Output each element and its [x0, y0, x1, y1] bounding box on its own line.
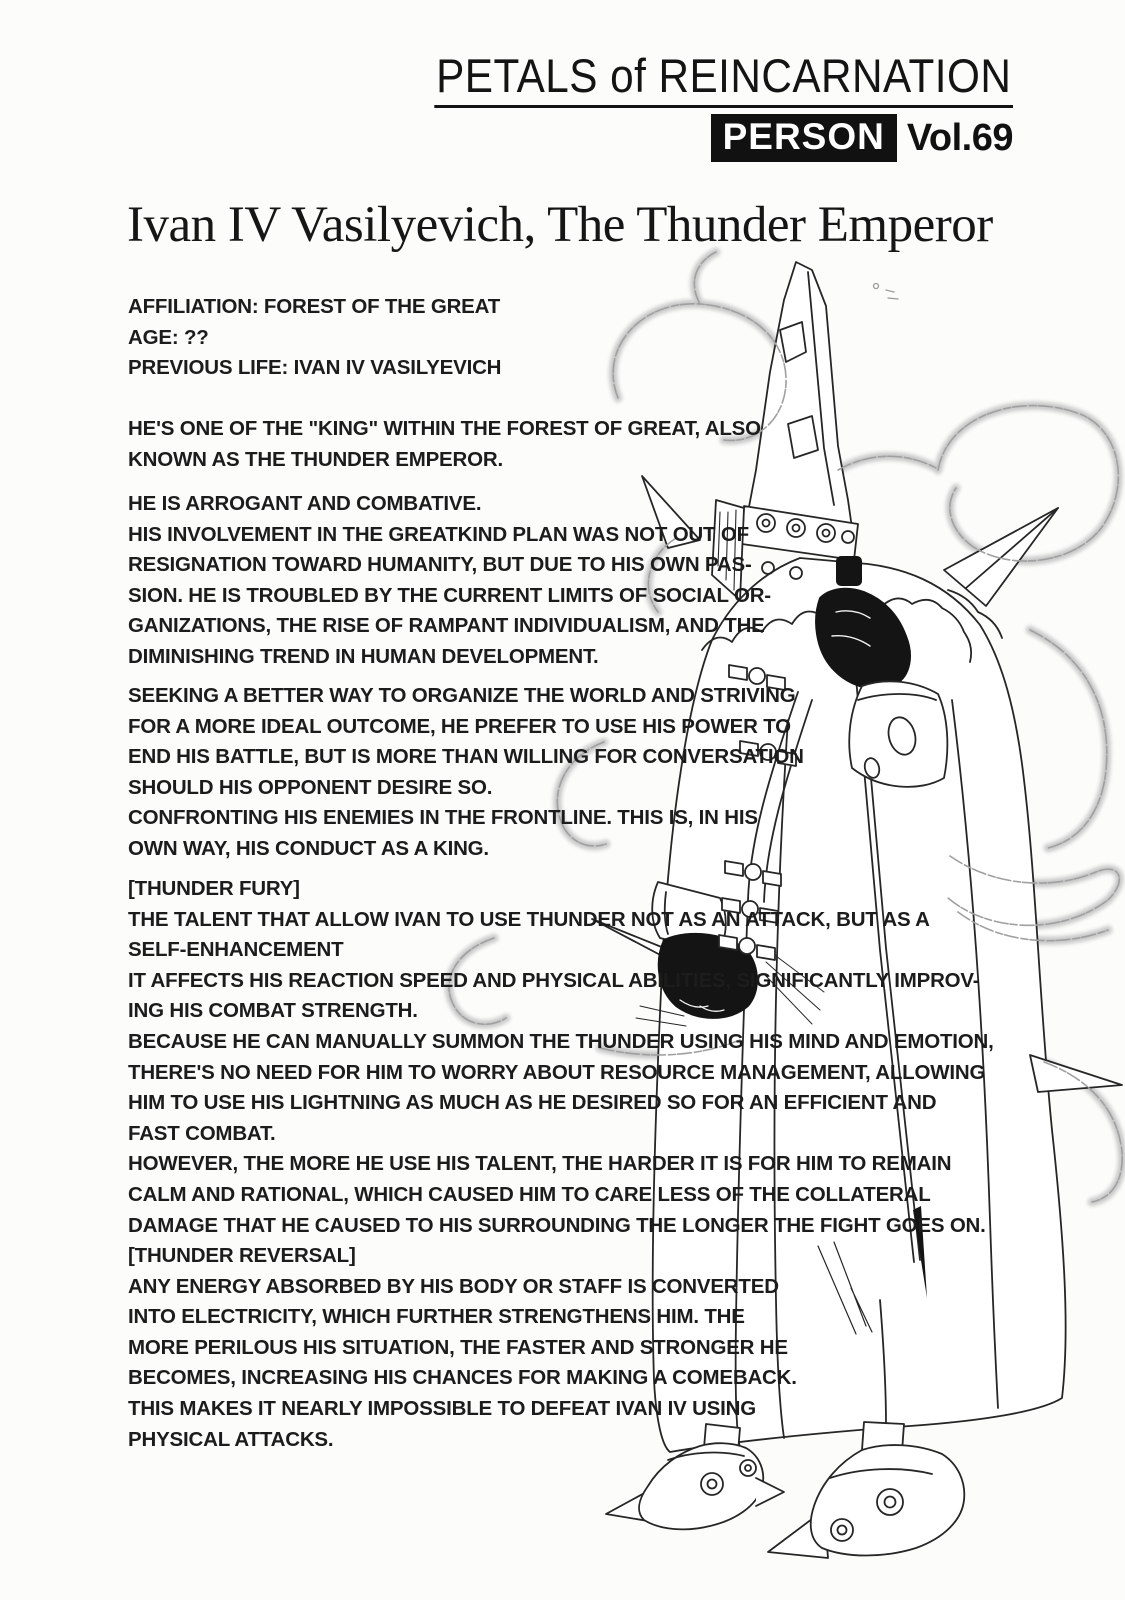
header-badge-row [370, 114, 1013, 162]
text-line: MORE PERILOUS HIS SITUATION, THE FASTER AND STRONGER HE [128, 1335, 788, 1359]
text-line: BECAUSE HE CAN MANUALLY SUMMON THE THUNDER USING HIS MIND AND EMOTION, [128, 1029, 994, 1053]
text-line: AGE: ?? [128, 325, 209, 349]
text-line: ANY ENERGY ABSORBED BY HIS BODY OR STAFF IS CONVERTED [128, 1274, 779, 1298]
text-line: THIS MAKES IT NEARLY IMPOSSIBLE TO DEFEAT IVAN IV USING [128, 1396, 756, 1420]
text-line: HE IS ARROGANT AND COMBATIVE. [128, 492, 482, 515]
series-title: PETALS of REINCARNATION [434, 52, 1013, 108]
text-line: HIS INVOLVEMENT IN THE GREATKIND PLAN WAS NOT OUT OF [128, 522, 749, 546]
text-line: END HIS BATTLE, BUT IS MORE THAN WILLING FOR CONVERSATION [128, 745, 804, 769]
text-line: HIM TO USE HIS LIGHTNING AS MUCH AS HE DESIRED SO FOR AN EFFICIENT AND [128, 1091, 937, 1115]
text-line: THE TALENT THAT ALLOW IVAN TO USE THUNDER NOT AS AN ATTACK, BUT AS A [128, 907, 930, 931]
volume-label: Vol.69 [906, 117, 1013, 159]
text-line: DIMINISHING TREND IN HUMAN DEVELOPMENT. [128, 644, 599, 668]
conduct-section [128, 681, 804, 865]
text-line: SHOULD HIS OPPONENT DESIRE SO. [128, 775, 493, 799]
text-line: [THUNDER REVERSAL] [128, 1244, 356, 1267]
personality-section [128, 489, 771, 673]
text-line: OWN WAY, HIS CONDUCT AS A KING. [128, 836, 489, 860]
text-line: BECOMES, INCREASING HIS CHANCES FOR MAKING A COMEBACK. [128, 1366, 797, 1390]
text-line: IT AFFECTS HIS REACTION SPEED AND PHYSICAL ABILITIES, SIGNIFICANTLY IMPROV- [128, 968, 980, 992]
page-header [370, 49, 1013, 162]
text-line: INTO ELECTRICITY, WHICH FURTHER STRENGTHENS HIM. THE [128, 1305, 745, 1329]
text-line: CONFRONTING HIS ENEMIES IN THE FRONTLINE. THIS IS, IN HIS [128, 806, 758, 830]
text-line: PREVIOUS LIFE: IVAN IV VASILYEVICH [128, 356, 502, 380]
text-line: ING HIS COMBAT STRENGTH. [128, 999, 418, 1023]
text-line: PHYSICAL ATTACKS. [128, 1427, 334, 1451]
text-line: SION. HE IS TROUBLED BY THE CURRENT LIMITS OF SOCIAL OR- [128, 583, 771, 607]
text-line: RESIGNATION TOWARD HUMANITY, BUT DUE TO HIS OWN PAS- [128, 553, 752, 577]
text-line: AFFILIATION: FOREST OF THE GREAT [128, 295, 501, 318]
text-line: FOR A MORE IDEAL OUTCOME, HE PREFER TO USE HIS POWER TO [128, 714, 791, 738]
text-line: KNOWN AS THE THUNDER EMPEROR. [128, 447, 503, 471]
text-line: [THUNDER FURY] [128, 877, 300, 900]
person-badge: PERSON [711, 114, 897, 162]
text-line: SELF-ENHANCEMENT [128, 938, 344, 962]
text-line: SEEKING A BETTER WAY TO ORGANIZE THE WORLD AND STRIVING [128, 684, 796, 707]
intro-section [128, 414, 761, 475]
profile-stats-section [128, 292, 501, 384]
text-line: FAST COMBAT. [128, 1121, 276, 1145]
thunder-fury-section [128, 874, 994, 1241]
text-line: CALM AND RATIONAL, WHICH CAUSED HIM TO CARE LESS OF THE COLLATERAL [128, 1182, 931, 1206]
text-line: THERE'S NO NEED FOR HIM TO WORRY ABOUT RESOURCE MANAGEMENT, ALLOWING [128, 1060, 986, 1084]
thunder-reversal-section [128, 1241, 797, 1455]
text-line: DAMAGE THAT HE CAUSED TO HIS SURROUNDING THE LONGER THE FIGHT GOES ON. [128, 1213, 986, 1237]
text-line: HOWEVER, THE MORE HE USE HIS TALENT, THE HARDER IT IS FOR HIM TO REMAIN [128, 1152, 952, 1176]
text-line: HE'S ONE OF THE "KING" WITHIN THE FOREST OF GREAT, ALSO [128, 417, 761, 440]
text-line: GANIZATIONS, THE RISE OF RAMPANT INDIVIDUALISM, AND THE [128, 614, 765, 638]
page-title: Ivan IV Vasilyevich, The Thunder Emperor [127, 197, 993, 253]
